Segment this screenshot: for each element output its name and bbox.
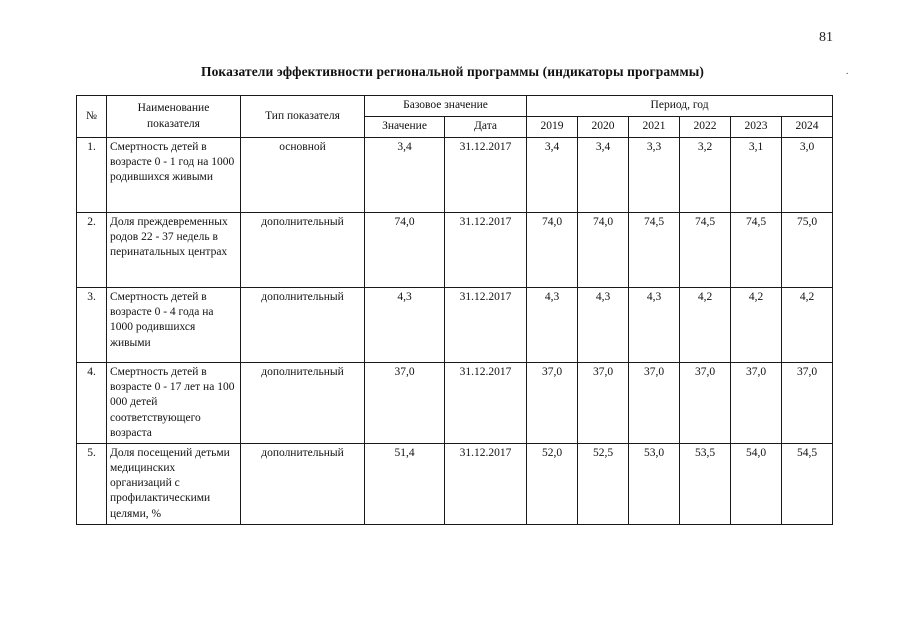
cell-year-2022: 53,5	[680, 443, 731, 524]
cell-year-2023: 74,5	[731, 213, 782, 288]
cell-type: дополнительный	[241, 213, 365, 288]
header-base-group: Базовое значение	[365, 96, 527, 117]
table-row	[77, 363, 833, 444]
cell-year-2022: 37,0	[680, 363, 731, 444]
header-name	[107, 96, 241, 138]
header-year-2019: 2019	[527, 117, 578, 138]
cell-base-date: 31.12.2017	[445, 288, 527, 363]
cell-year-2019: 74,0	[527, 213, 578, 288]
cell-base-date: 31.12.2017	[445, 213, 527, 288]
cell-num: 5.	[77, 443, 107, 524]
header-year-2021: 2021	[629, 117, 680, 138]
cell-year-2020: 3,4	[578, 138, 629, 213]
cell-year-2023: 3,1	[731, 138, 782, 213]
cell-year-2019: 52,0	[527, 443, 578, 524]
cell-year-2021: 3,3	[629, 138, 680, 213]
header-name-line1: Наименование	[137, 102, 210, 115]
cell-year-2021: 53,0	[629, 443, 680, 524]
table-row	[77, 138, 833, 213]
cell-num: 3.	[77, 288, 107, 363]
indicators-table	[76, 95, 833, 525]
cell-name: Доля посещений детьми медицинских организаций с профилактическими целями, %	[107, 443, 241, 524]
cell-year-2019: 37,0	[527, 363, 578, 444]
cell-year-2019: 3,4	[527, 138, 578, 213]
header-year-2024: 2024	[782, 117, 833, 138]
cell-num: 4.	[77, 363, 107, 444]
cell-year-2022: 3,2	[680, 138, 731, 213]
cell-base-value: 37,0	[365, 363, 445, 444]
cell-year-2021: 37,0	[629, 363, 680, 444]
header-year-2020: 2020	[578, 117, 629, 138]
cell-base-value: 51,4	[365, 443, 445, 524]
cell-year-2021: 74,5	[629, 213, 680, 288]
cell-year-2024: 3,0	[782, 138, 833, 213]
cell-base-date: 31.12.2017	[445, 138, 527, 213]
cell-base-value: 74,0	[365, 213, 445, 288]
header-type: Тип показателя	[241, 96, 365, 138]
cell-year-2020: 4,3	[578, 288, 629, 363]
header-base-value: Значение	[365, 117, 445, 138]
cell-base-value: 4,3	[365, 288, 445, 363]
cell-base-date: 31.12.2017	[445, 443, 527, 524]
cell-year-2020: 74,0	[578, 213, 629, 288]
cell-year-2024: 75,0	[782, 213, 833, 288]
table-row	[77, 443, 833, 524]
header-name-line2: показателя	[147, 117, 200, 130]
cell-year-2022: 74,5	[680, 213, 731, 288]
cell-year-2024: 37,0	[782, 363, 833, 444]
cell-base-date: 31.12.2017	[445, 363, 527, 444]
stray-ink-mark: ·	[845, 68, 849, 80]
cell-year-2022: 4,2	[680, 288, 731, 363]
cell-year-2023: 37,0	[731, 363, 782, 444]
cell-year-2023: 4,2	[731, 288, 782, 363]
cell-name: Доля преждевременных родов 22 - 37 недель в перинатальных центрах	[107, 213, 241, 288]
cell-name: Смертность детей в возрасте 0 - 1 год на 1000 родившихся живыми	[107, 138, 241, 213]
cell-year-2020: 37,0	[578, 363, 629, 444]
cell-year-2021: 4,3	[629, 288, 680, 363]
cell-name: Смертность детей в возрасте 0 - 4 года на 1000 родившихся живыми	[107, 288, 241, 363]
cell-type: дополнительный	[241, 443, 365, 524]
page-title: Показатели эффективности региональной программы (индикаторы программы)	[200, 64, 704, 79]
cell-num: 1.	[77, 138, 107, 213]
cell-name: Смертность детей в возрасте 0 - 17 лет на 100 000 детей соответствующего возраста	[107, 363, 241, 444]
table-row	[77, 213, 833, 288]
cell-type: основной	[241, 138, 365, 213]
cell-year-2024: 4,2	[782, 288, 833, 363]
header-base-date: Дата	[445, 117, 527, 138]
header-year-2022: 2022	[680, 117, 731, 138]
cell-year-2024: 54,5	[782, 443, 833, 524]
cell-year-2019: 4,3	[527, 288, 578, 363]
cell-type: дополнительный	[241, 363, 365, 444]
table-row	[77, 288, 833, 363]
page-number: 81	[819, 30, 833, 45]
cell-num: 2.	[77, 213, 107, 288]
cell-year-2023: 54,0	[731, 443, 782, 524]
cell-type: дополнительный	[241, 288, 365, 363]
table-header-row-1	[77, 96, 833, 117]
header-period-group: Период, год	[527, 96, 833, 117]
cell-year-2020: 52,5	[578, 443, 629, 524]
header-year-2023: 2023	[731, 117, 782, 138]
cell-base-value: 3,4	[365, 138, 445, 213]
header-num: №	[77, 96, 107, 138]
